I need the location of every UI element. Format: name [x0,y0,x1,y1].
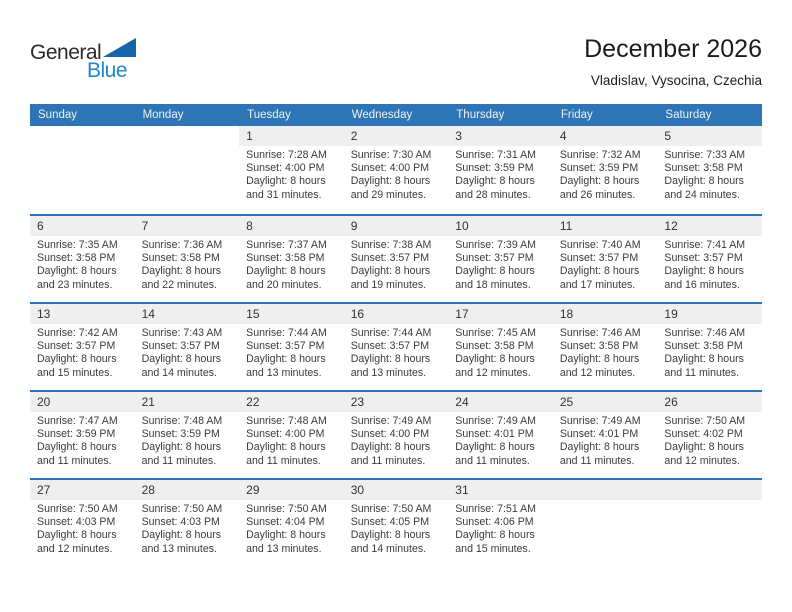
sunrise-text: Sunrise: 7:50 AM [246,503,327,515]
day-number: 3 [455,129,462,143]
day-number-band [344,480,449,500]
sunset-text: Sunset: 3:59 PM [455,162,534,175]
day-details [657,324,762,380]
daylight-text: Daylight: 8 hours and 13 minutes. [141,529,222,555]
calendar-empty-cell [135,126,240,214]
sunset-text: Sunset: 3:58 PM [664,340,743,353]
sunrise-text: Sunrise: 7:33 AM [664,149,746,161]
day-number: 27 [37,483,51,497]
calendar-day-cell [344,480,449,566]
general-blue-logo [30,38,170,88]
sunrise-text: Sunrise: 7:51 AM [455,503,536,515]
daylight-text: Daylight: 8 hours and 28 minutes. [455,175,535,201]
day-number-band [239,126,344,146]
sunset-text: Sunset: 4:03 PM [141,516,220,529]
weekday-header-sunday: Sunday [38,109,78,121]
sunrise-text: Sunrise: 7:44 AM [246,327,327,339]
calendar-day-cell [135,480,240,566]
day-number: 6 [37,219,44,233]
sunrise-text: Sunrise: 7:41 AM [664,239,746,251]
day-details [30,324,135,380]
day-number-band [30,216,135,236]
sunrise-text: Sunrise: 7:46 AM [559,327,641,339]
calendar-day-cell [135,216,240,302]
sunset-text: Sunset: 4:01 PM [559,428,639,441]
calendar-day-cell [553,126,658,214]
sunrise-text: Sunrise: 7:46 AM [664,327,746,339]
calendar-day-cell [448,216,553,302]
day-details [657,236,762,292]
day-number: 23 [350,395,365,409]
calendar-day-cell [239,304,344,390]
day-details [344,500,449,556]
sunrise-text: Sunrise: 7:31 AM [455,149,536,161]
sunrise-text: Sunrise: 7:44 AM [350,327,432,339]
daylight-text: Daylight: 8 hours and 31 minutes. [246,175,326,201]
day-number: 26 [664,395,678,409]
day-number-band [135,304,240,324]
daylight-text: Daylight: 8 hours and 20 minutes. [246,265,326,291]
calendar-week-row [30,478,762,566]
day-number: 15 [246,307,260,321]
sunrise-text: Sunrise: 7:38 AM [350,239,432,251]
day-details [239,146,344,202]
calendar-day-cell [135,392,240,478]
sunrise-text: Sunrise: 7:42 AM [37,327,118,339]
day-number: 31 [455,483,469,497]
sunset-text: Sunset: 3:58 PM [455,340,534,353]
day-number-band [553,126,658,146]
weekday-header-thursday: Thursday [456,109,505,121]
day-details [239,236,344,292]
sunrise-text: Sunrise: 7:50 AM [141,503,223,515]
sunrise-text: Sunrise: 7:49 AM [559,415,641,427]
page-subtitle: Vladislav, Vysocina, Czechia [590,73,762,89]
day-details [135,412,240,468]
day-number-band [657,480,762,500]
daylight-text: Daylight: 8 hours and 12 minutes. [664,441,744,467]
day-number-band [135,126,240,146]
calendar-empty-cell [30,126,135,214]
daylight-text: Daylight: 8 hours and 22 minutes. [141,265,222,291]
sunset-text: Sunset: 3:57 PM [455,252,534,265]
sunrise-text: Sunrise: 7:40 AM [559,239,641,251]
sunset-text: Sunset: 4:00 PM [246,428,325,441]
calendar-day-cell [135,304,240,390]
sunset-text: Sunset: 4:00 PM [350,428,430,441]
day-number: 12 [664,219,678,233]
day-number: 11 [559,219,573,233]
calendar-day-cell [239,480,344,566]
day-details [344,324,449,380]
day-details [448,146,553,202]
daylight-text: Daylight: 8 hours and 11 minutes. [141,441,222,467]
day-details [344,146,449,202]
calendar-day-cell [553,392,658,478]
day-number: 22 [246,395,260,409]
day-number-band [448,480,553,500]
sunrise-text: Sunrise: 7:50 AM [350,503,432,515]
day-number-band [448,126,553,146]
calendar-day-cell [239,126,344,214]
day-details [553,236,658,292]
weekday-header-tuesday: Tuesday [247,109,291,121]
day-number: 16 [350,307,365,321]
day-number: 2 [350,129,358,143]
sunset-text: Sunset: 3:58 PM [37,252,116,265]
day-number-band [657,392,762,412]
daylight-text: Daylight: 8 hours and 26 minutes. [559,175,640,201]
calendar-day-cell [344,126,449,214]
sunrise-text: Sunrise: 7:43 AM [141,327,223,339]
day-details [657,412,762,468]
day-details [448,412,553,468]
day-number-band [448,216,553,236]
calendar-table [30,104,762,566]
day-details [135,324,240,380]
day-number-band [344,304,449,324]
day-number-band [239,216,344,236]
day-number: 17 [455,307,469,321]
day-number-band [553,216,658,236]
logo-word-blue: Blue [87,59,128,82]
sunset-text: Sunset: 4:01 PM [455,428,534,441]
calendar-week-row [30,214,762,302]
day-number-band [135,480,240,500]
calendar-day-cell [553,216,658,302]
sunset-text: Sunset: 3:59 PM [141,428,220,441]
daylight-text: Daylight: 8 hours and 13 minutes. [246,353,326,379]
day-number: 10 [455,219,469,233]
calendar-day-cell [553,304,658,390]
calendar-day-cell [657,126,762,214]
sunrise-text: Sunrise: 7:48 AM [141,415,223,427]
day-number-band [448,304,553,324]
sunrise-text: Sunrise: 7:37 AM [246,239,327,251]
sunset-text: Sunset: 4:02 PM [664,428,743,441]
day-number-band [239,304,344,324]
day-number: 19 [664,307,678,321]
calendar-week-row [30,126,762,214]
day-number-band [239,480,344,500]
calendar-day-cell [657,304,762,390]
sunset-text: Sunset: 3:57 PM [246,340,325,353]
day-number-band [239,392,344,412]
calendar-day-cell [30,216,135,302]
day-number-band [553,392,658,412]
calendar-day-cell [448,392,553,478]
sunset-text: Sunset: 3:58 PM [141,252,220,265]
daylight-text: Daylight: 8 hours and 29 minutes. [350,175,431,201]
weekday-header-friday: Friday [560,109,593,121]
sunset-text: Sunset: 4:06 PM [455,516,534,529]
page-top-bar [30,0,762,88]
sunset-text: Sunset: 3:57 PM [350,340,430,353]
day-number: 21 [141,395,155,409]
calendar-day-cell [30,392,135,478]
day-number: 1 [246,129,253,143]
daylight-text: Daylight: 8 hours and 13 minutes. [246,529,326,555]
day-number-band [657,216,762,236]
day-number: 13 [37,307,51,321]
sunrise-text: Sunrise: 7:30 AM [350,149,432,161]
calendar-day-cell [448,304,553,390]
daylight-text: Daylight: 8 hours and 11 minutes. [350,441,431,467]
sunrise-text: Sunrise: 7:50 AM [37,503,118,515]
calendar-day-cell [239,392,344,478]
daylight-text: Daylight: 8 hours and 18 minutes. [455,265,535,291]
day-number-band [135,392,240,412]
day-details [135,236,240,292]
daylight-text: Daylight: 8 hours and 15 minutes. [455,529,535,555]
sunset-text: Sunset: 3:57 PM [350,252,430,265]
daylight-text: Daylight: 8 hours and 15 minutes. [37,353,117,379]
sunrise-text: Sunrise: 7:32 AM [559,149,641,161]
calendar-day-cell [657,216,762,302]
day-number-band [344,126,449,146]
calendar-day-cell [30,480,135,566]
day-number: 14 [141,307,155,321]
sunset-text: Sunset: 3:57 PM [37,340,116,353]
day-number: 5 [664,129,672,143]
daylight-text: Daylight: 8 hours and 11 minutes. [559,441,640,467]
sunset-text: Sunset: 3:57 PM [559,252,639,265]
sunset-text: Sunset: 4:03 PM [37,516,116,529]
day-details [344,412,449,468]
day-details [448,324,553,380]
daylight-text: Daylight: 8 hours and 11 minutes. [664,353,744,379]
calendar-week-row [30,390,762,478]
day-details [344,236,449,292]
weekday-header-monday: Monday [142,109,184,121]
day-number-band [344,392,449,412]
day-details [239,324,344,380]
day-number-band [657,126,762,146]
day-details [553,146,658,202]
sunset-text: Sunset: 4:05 PM [350,516,430,529]
sunrise-text: Sunrise: 7:47 AM [37,415,118,427]
day-number: 4 [559,129,567,143]
sunrise-text: Sunrise: 7:48 AM [246,415,327,427]
day-number-band [657,304,762,324]
day-details [239,500,344,556]
daylight-text: Daylight: 8 hours and 12 minutes. [455,353,535,379]
daylight-text: Daylight: 8 hours and 12 minutes. [37,529,117,555]
day-details [30,412,135,468]
calendar-day-cell [239,216,344,302]
daylight-text: Daylight: 8 hours and 14 minutes. [350,529,431,555]
sunset-text: Sunset: 4:00 PM [246,162,325,175]
day-details [448,236,553,292]
sunset-text: Sunset: 4:04 PM [246,516,325,529]
day-number: 9 [350,219,358,233]
sunrise-text: Sunrise: 7:49 AM [350,415,432,427]
sunset-text: Sunset: 4:00 PM [350,162,430,175]
calendar-day-cell [448,126,553,214]
weekday-header-wednesday: Wednesday [351,109,413,121]
day-number-band [30,392,135,412]
sunset-text: Sunset: 3:57 PM [664,252,743,265]
weekday-header-row [30,104,762,126]
day-number-band [30,480,135,500]
day-number-band [344,216,449,236]
day-details [239,412,344,468]
daylight-text: Daylight: 8 hours and 13 minutes. [350,353,431,379]
sunrise-text: Sunrise: 7:50 AM [664,415,746,427]
sunset-text: Sunset: 3:57 PM [141,340,220,353]
calendar-day-cell [344,304,449,390]
sunrise-text: Sunrise: 7:28 AM [246,149,327,161]
day-number: 29 [246,483,260,497]
day-number: 20 [37,395,51,409]
sunset-text: Sunset: 3:58 PM [664,162,743,175]
day-details [448,500,553,556]
calendar-day-cell [344,216,449,302]
daylight-text: Daylight: 8 hours and 23 minutes. [37,265,117,291]
sunset-text: Sunset: 3:59 PM [559,162,639,175]
sunset-text: Sunset: 3:59 PM [37,428,116,441]
daylight-text: Daylight: 8 hours and 11 minutes. [37,441,117,467]
calendar-day-cell [448,480,553,566]
day-details [30,236,135,292]
day-number: 24 [455,395,469,409]
daylight-text: Daylight: 8 hours and 17 minutes. [559,265,640,291]
daylight-text: Daylight: 8 hours and 11 minutes. [246,441,326,467]
sunrise-text: Sunrise: 7:35 AM [37,239,118,251]
day-number-band [30,126,135,146]
day-details [135,500,240,556]
sunset-text: Sunset: 3:58 PM [559,340,639,353]
day-number-band [135,216,240,236]
day-details [553,412,658,468]
sunrise-text: Sunrise: 7:36 AM [141,239,223,251]
calendar-day-cell [30,304,135,390]
day-details [553,324,658,380]
title-block [584,36,762,88]
sunrise-text: Sunrise: 7:39 AM [455,239,536,251]
calendar-empty-cell [553,480,658,566]
day-number: 28 [141,483,155,497]
day-number: 25 [559,395,574,409]
page-title: December 2026 [584,35,762,63]
calendar-day-cell [657,392,762,478]
daylight-text: Daylight: 8 hours and 11 minutes. [455,441,535,467]
day-number: 8 [246,219,253,233]
logo-word-general: General [30,41,102,64]
day-number: 18 [559,307,574,321]
sunset-text: Sunset: 3:58 PM [246,252,325,265]
daylight-text: Daylight: 8 hours and 19 minutes. [350,265,431,291]
day-number-band [553,480,658,500]
day-number: 7 [141,219,149,233]
calendar-weeks [30,126,762,566]
calendar-empty-cell [657,480,762,566]
calendar-week-row [30,302,762,390]
daylight-text: Daylight: 8 hours and 12 minutes. [559,353,640,379]
day-number-band [448,392,553,412]
sunrise-text: Sunrise: 7:49 AM [455,415,536,427]
day-number-band [553,304,658,324]
day-number: 30 [350,483,365,497]
day-details [657,146,762,202]
weekday-header-saturday: Saturday [665,109,712,121]
sunrise-text: Sunrise: 7:45 AM [455,327,536,339]
daylight-text: Daylight: 8 hours and 16 minutes. [664,265,744,291]
day-details [30,500,135,556]
day-number-band [30,304,135,324]
daylight-text: Daylight: 8 hours and 24 minutes. [664,175,744,201]
calendar-day-cell [344,392,449,478]
daylight-text: Daylight: 8 hours and 14 minutes. [141,353,222,379]
